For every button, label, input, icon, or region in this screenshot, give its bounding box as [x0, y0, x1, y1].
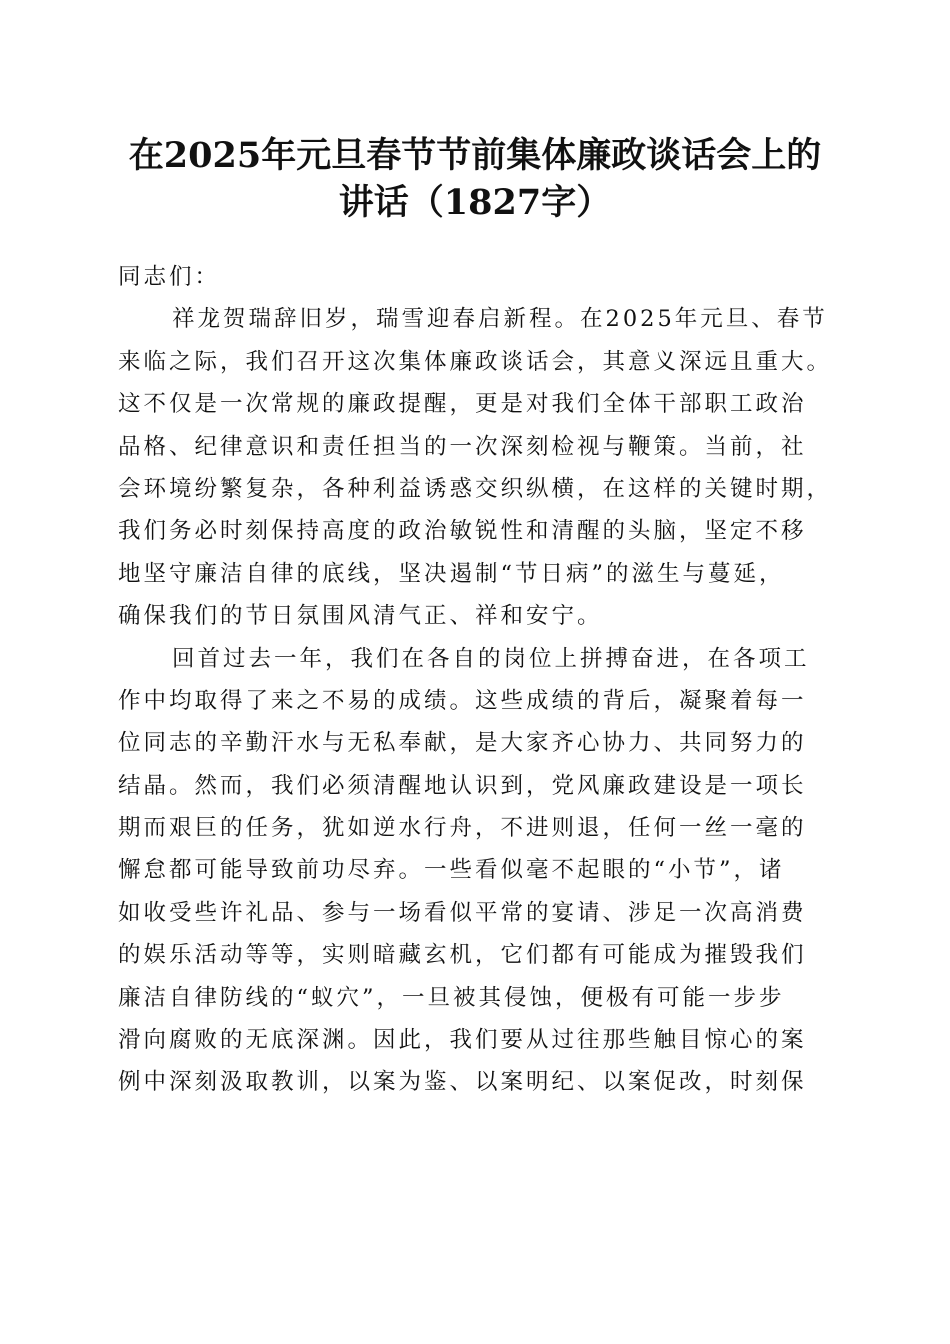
paragraph-2-line-11: 例中深刻汲取教训，以案为鉴、以案明纪、以案促改，时刻保: [118, 1069, 807, 1096]
paragraph-2-line-6: 懈怠都可能导致前功尽弃。一些看似毫不起眼的“小节”，诸: [118, 857, 785, 884]
document-body: [118, 256, 838, 1104]
paragraph-2-line-9: 廉洁自律防线的“蚁穴”，一旦被其侵蚀，便极有可能一步步: [118, 984, 785, 1011]
title-line-1: 在2025年元旦春节节前集体廉政谈话会上的: [128, 135, 822, 176]
paragraph-1-line-5: 会环境纷繁复杂，各种利益诱惑交织纵横，在这样的关键时期，: [118, 475, 833, 502]
paragraph-1-line-2: 来临之际，我们召开这次集体廉政谈话会，其意义深远且重大。: [118, 348, 833, 375]
paragraph-1-line-6: 我们务必时刻保持高度的政治敏锐性和清醒的头脑，坚定不移: [118, 518, 807, 545]
document-title: [80, 132, 870, 226]
paragraph-2-line-2: 作中均取得了来之不易的成绩。这些成绩的背后，凝聚着每一: [118, 687, 807, 714]
paragraph-1-line-3: 这不仅是一次常规的廉政提醒，更是对我们全体干部职工政治: [118, 391, 807, 418]
paragraph-2-line-8: 的娱乐活动等等，实则暗藏玄机，它们都有可能成为摧毁我们: [118, 942, 807, 969]
paragraph-1-line-4: 品格、纪律意识和责任担当的一次深刻检视与鞭策。当前，社: [118, 433, 807, 460]
paragraph-2-line-10: 滑向腐败的无底深渊。因此，我们要从过往那些触目惊心的案: [118, 1027, 807, 1054]
salutation: 同志们：: [118, 264, 221, 290]
paragraph-1-line-1: 祥龙贺瑞辞旧岁，瑞雪迎春启新程。在2025年元旦、春节: [172, 306, 828, 333]
paragraph-2-line-4: 结晶。然而，我们必须清醒地认识到，党风廉政建设是一项长: [118, 772, 807, 799]
paragraph-2-line-3: 位同志的辛勤汗水与无私奉献，是大家齐心协力、共同努力的: [118, 730, 807, 757]
paragraph-1-line-8: 确保我们的节日氛围风清气正、祥和安宁。: [118, 603, 603, 630]
title-line-2: 讲话（1827字）: [338, 182, 612, 223]
paragraph-2-line-7: 如收受些许礼品、参与一场看似平常的宴请、涉足一次高消费: [118, 899, 807, 926]
paragraph-2-line-5: 期而艰巨的任务，犹如逆水行舟，不进则退，任何一丝一毫的: [118, 815, 807, 842]
paragraph-2-line-1: 回首过去一年，我们在各自的岗位上拼搏奋进，在各项工: [172, 645, 810, 672]
paragraph-1-line-7: 地坚守廉洁自律的底线，坚决遏制“节日病”的滋生与蔓延，: [118, 560, 785, 587]
